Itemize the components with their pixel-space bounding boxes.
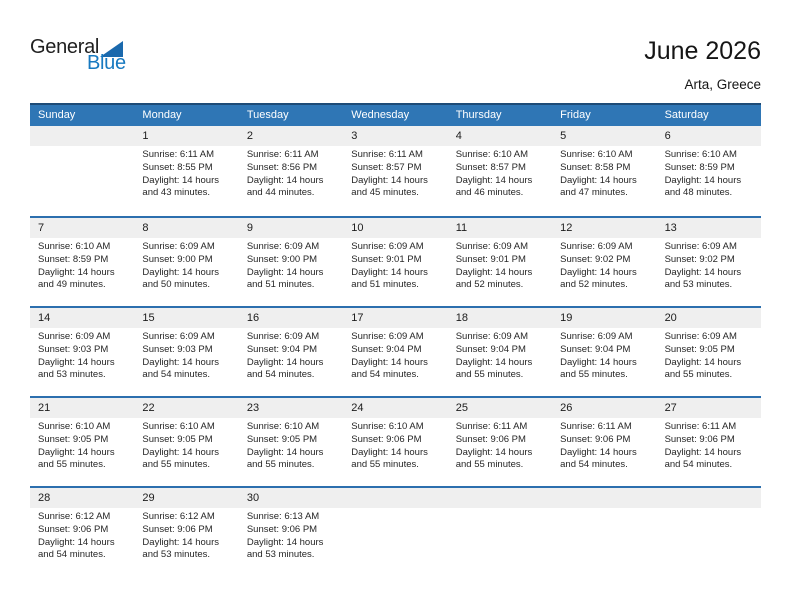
sun-info-line: and 50 minutes.	[142, 279, 211, 291]
day-number: 11	[455, 222, 468, 234]
day-number-band	[30, 218, 761, 238]
day-cell	[239, 328, 343, 382]
day-number-band	[30, 488, 761, 508]
sun-info-line: Daylight: 14 hours	[246, 446, 324, 458]
sun-info-line: and 55 minutes.	[142, 459, 211, 471]
day-cell	[448, 418, 552, 472]
sun-info-line: Sunrise: 6:09 AM	[142, 241, 215, 252]
sun-info-line: Sunrise: 6:09 AM	[142, 331, 215, 342]
sun-info-line: Sunrise: 6:10 AM	[351, 421, 424, 432]
sun-info-line: Daylight: 14 hours	[664, 266, 742, 278]
empty-day-cell	[657, 508, 761, 562]
day-details-band	[30, 238, 761, 292]
day-number: 13	[664, 222, 677, 234]
sun-info-line: Daylight: 14 hours	[38, 446, 115, 458]
day-cell	[30, 418, 134, 472]
day-number: 19	[560, 312, 573, 324]
sun-info-line: Sunset: 9:01 PM	[351, 253, 422, 265]
day-number: 26	[560, 402, 573, 414]
sun-info-line: and 54 minutes.	[560, 459, 628, 471]
sun-info-line: and 55 minutes.	[455, 459, 524, 471]
day-cell	[343, 328, 447, 382]
day-cell	[343, 418, 447, 472]
day-cell	[239, 146, 343, 200]
sun-info-line: Daylight: 14 hours	[246, 266, 324, 278]
sun-info-line: Daylight: 14 hours	[246, 536, 324, 548]
empty-day-number	[448, 488, 552, 508]
sun-info-line: Sunset: 9:02 PM	[664, 253, 735, 265]
sun-info-line: Daylight: 14 hours	[560, 174, 637, 186]
calendar-weeks	[30, 126, 761, 576]
sun-info-line: Daylight: 14 hours	[560, 446, 637, 458]
sun-info-line: Sunrise: 6:09 AM	[246, 241, 320, 252]
day-cell	[239, 418, 343, 472]
sun-info-line: Sunrise: 6:11 AM	[560, 421, 632, 432]
day-cell	[657, 238, 761, 292]
sun-info-line: Sunset: 8:58 PM	[560, 161, 631, 173]
sun-info-line: Daylight: 14 hours	[246, 356, 324, 368]
sun-info-line: Daylight: 14 hours	[351, 446, 428, 458]
sun-info-line: Daylight: 14 hours	[142, 536, 219, 548]
sun-info-line: and 55 minutes.	[664, 369, 733, 381]
sun-info-line: Sunrise: 6:10 AM	[560, 149, 633, 160]
sun-info-line: Daylight: 14 hours	[142, 174, 219, 186]
sun-info-line: Sunset: 8:57 PM	[455, 161, 526, 173]
day-cell	[448, 146, 552, 200]
sun-info-line: and 47 minutes.	[560, 187, 628, 199]
sun-info-line: and 54 minutes.	[664, 459, 733, 471]
sun-info-line: Sunrise: 6:13 AM	[246, 511, 320, 522]
day-number: 9	[246, 222, 253, 234]
sun-info-line: Daylight: 14 hours	[455, 446, 533, 458]
weekday-header-thursday: Thursday	[455, 109, 502, 121]
day-number: 24	[351, 402, 364, 414]
sun-info-line: Sunrise: 6:11 AM	[351, 149, 423, 160]
sun-info-line: Daylight: 14 hours	[664, 174, 742, 186]
sun-info-line: and 54 minutes.	[351, 369, 419, 381]
day-number: 2	[246, 130, 253, 142]
day-cell	[448, 328, 552, 382]
day-cell	[239, 508, 343, 562]
day-details-band	[30, 146, 761, 200]
sun-info-line: Sunset: 9:05 PM	[142, 433, 213, 445]
day-number: 23	[246, 402, 260, 414]
sun-info-line: Sunrise: 6:09 AM	[38, 331, 111, 342]
day-number: 27	[664, 402, 677, 414]
week-row-4	[30, 396, 761, 486]
sun-info-line: Daylight: 14 hours	[455, 174, 533, 186]
day-number: 16	[246, 312, 260, 324]
sun-info-line: Sunset: 9:06 PM	[455, 433, 526, 445]
sun-info-line: and 48 minutes.	[664, 187, 733, 199]
day-details-band	[30, 418, 761, 472]
day-cell	[552, 418, 656, 472]
sun-info-line: Sunset: 9:04 PM	[351, 343, 422, 355]
day-number: 29	[142, 492, 155, 504]
empty-day-cell	[448, 508, 552, 562]
title-block	[644, 36, 761, 92]
sun-info-line: Sunrise: 6:09 AM	[455, 241, 529, 252]
sun-info-line: Sunrise: 6:11 AM	[246, 149, 319, 160]
day-cell	[657, 146, 761, 200]
sun-info-line: Sunset: 9:05 PM	[38, 433, 109, 445]
day-number: 8	[142, 222, 149, 234]
sun-info-line: Daylight: 14 hours	[560, 356, 637, 368]
day-number: 28	[38, 492, 51, 504]
day-cell	[552, 328, 656, 382]
day-cell	[134, 328, 238, 382]
sun-info-line: Sunset: 9:00 PM	[142, 253, 213, 265]
sun-info-line: Sunset: 9:06 PM	[351, 433, 422, 445]
sun-info-line: and 54 minutes.	[38, 549, 106, 561]
sun-info-line: Daylight: 14 hours	[560, 266, 637, 278]
sun-info-line: Sunrise: 6:09 AM	[664, 331, 737, 342]
week-row-1	[30, 126, 761, 216]
sun-info-line: Sunrise: 6:09 AM	[560, 331, 633, 342]
sun-info-line: Sunset: 9:06 PM	[560, 433, 631, 445]
sun-info-line: Daylight: 14 hours	[455, 356, 533, 368]
day-cell	[30, 238, 134, 292]
general-blue-logo	[30, 36, 126, 75]
sun-info-line: Sunrise: 6:09 AM	[560, 241, 633, 252]
sun-info-line: Daylight: 14 hours	[351, 174, 428, 186]
day-cell	[657, 328, 761, 382]
day-number: 12	[560, 222, 573, 234]
sun-info-line: Sunset: 8:55 PM	[142, 161, 213, 173]
sun-info-line: Sunset: 8:59 PM	[664, 161, 735, 173]
empty-day-cell	[552, 508, 656, 562]
day-cell	[448, 238, 552, 292]
day-cell	[134, 146, 238, 200]
sun-info-line: Sunrise: 6:11 AM	[455, 421, 528, 432]
day-number: 22	[142, 402, 155, 414]
sun-info-line: and 43 minutes.	[142, 187, 211, 199]
weekday-header-saturday: Saturday	[664, 109, 709, 121]
logo-text-general: General	[30, 36, 100, 58]
sun-info-line: Daylight: 14 hours	[38, 356, 115, 368]
sun-info-line: Sunrise: 6:09 AM	[246, 331, 320, 342]
day-number: 6	[664, 130, 671, 142]
sun-info-line: Sunrise: 6:09 AM	[351, 241, 424, 252]
week-row-3	[30, 306, 761, 396]
sun-info-line: Daylight: 14 hours	[142, 266, 219, 278]
empty-day-cell	[30, 146, 134, 200]
sun-info-line: Daylight: 14 hours	[38, 266, 115, 278]
weekday-header-row	[30, 103, 761, 126]
sun-info-line: and 52 minutes.	[560, 279, 628, 291]
sun-info-line: Sunset: 9:04 PM	[246, 343, 318, 355]
day-number: 4	[455, 130, 462, 142]
sun-info-line: and 55 minutes.	[560, 369, 628, 381]
sun-info-line: Sunset: 8:57 PM	[351, 161, 422, 173]
sun-info-line: Daylight: 14 hours	[351, 266, 428, 278]
sun-info-line: and 53 minutes.	[38, 369, 106, 381]
sun-info-line: and 54 minutes.	[246, 369, 315, 381]
day-number: 25	[455, 402, 468, 414]
sun-info-line: and 51 minutes.	[351, 279, 419, 291]
day-number: 1	[142, 130, 149, 142]
day-cell	[30, 328, 134, 382]
weekday-header-friday: Friday	[560, 109, 591, 121]
day-cell	[657, 418, 761, 472]
day-number: 17	[351, 312, 364, 324]
sun-info-line: Sunrise: 6:12 AM	[38, 511, 111, 522]
sun-info-line: Sunset: 9:06 PM	[246, 523, 318, 535]
sun-info-line: Sunrise: 6:09 AM	[455, 331, 529, 342]
sun-info-line: Sunset: 9:01 PM	[455, 253, 526, 265]
day-number: 21	[38, 402, 51, 414]
sun-info-line: Sunset: 8:59 PM	[38, 253, 109, 265]
sun-info-line: Sunrise: 6:10 AM	[664, 149, 737, 160]
sun-info-line: Sunrise: 6:10 AM	[38, 421, 111, 432]
sun-info-line: and 45 minutes.	[351, 187, 419, 199]
sun-info-line: Daylight: 14 hours	[142, 356, 219, 368]
day-number: 5	[560, 130, 567, 142]
sun-info-line: Sunset: 9:00 PM	[246, 253, 318, 265]
day-number: 10	[351, 222, 364, 234]
empty-day-number	[552, 488, 656, 508]
sun-info-line: Daylight: 14 hours	[664, 356, 742, 368]
day-number-band	[30, 398, 761, 418]
day-number: 20	[664, 312, 677, 324]
sun-info-line: and 49 minutes.	[38, 279, 106, 291]
sun-info-line: and 53 minutes.	[142, 549, 211, 561]
sun-info-line: Daylight: 14 hours	[351, 356, 428, 368]
sun-info-line: and 52 minutes.	[455, 279, 524, 291]
weekday-header-tuesday: Tuesday	[246, 109, 289, 121]
empty-day-number	[30, 126, 134, 146]
sun-info-line: Sunrise: 6:11 AM	[664, 421, 737, 432]
sun-info-line: Sunrise: 6:11 AM	[142, 149, 215, 160]
weekday-header-monday: Monday	[142, 109, 182, 121]
day-number: 30	[246, 492, 260, 504]
sun-info-line: Sunrise: 6:10 AM	[142, 421, 215, 432]
sun-info-line: Sunset: 9:06 PM	[142, 523, 213, 535]
weekday-header-sunday: Sunday	[38, 109, 76, 121]
sun-info-line: and 46 minutes.	[455, 187, 524, 199]
sun-info-line: and 53 minutes.	[664, 279, 733, 291]
sun-info-line: and 53 minutes.	[246, 549, 315, 561]
sun-info-line: Sunset: 9:03 PM	[38, 343, 109, 355]
day-cell	[343, 238, 447, 292]
sun-info-line: Sunrise: 6:12 AM	[142, 511, 215, 522]
day-number: 3	[351, 130, 358, 142]
sun-info-line: and 55 minutes.	[246, 459, 315, 471]
empty-day-number	[657, 488, 761, 508]
sun-info-line: Daylight: 14 hours	[664, 446, 742, 458]
day-cell	[30, 508, 134, 562]
calendar-table	[30, 103, 761, 576]
location-subtitle: Arta, Greece	[684, 77, 761, 92]
empty-day-cell	[343, 508, 447, 562]
sun-info-line: Sunrise: 6:09 AM	[351, 331, 424, 342]
month-title: June 2026	[644, 37, 761, 65]
day-cell	[343, 146, 447, 200]
week-row-5	[30, 486, 761, 576]
sun-info-line: and 51 minutes.	[246, 279, 315, 291]
day-details-band	[30, 508, 761, 562]
sun-info-line: and 44 minutes.	[246, 187, 315, 199]
sun-info-line: and 54 minutes.	[142, 369, 211, 381]
day-number-band	[30, 308, 761, 328]
day-details-band	[30, 328, 761, 382]
sun-info-line: and 55 minutes.	[38, 459, 106, 471]
sun-info-line: Sunset: 8:56 PM	[246, 161, 318, 173]
sun-info-line: Daylight: 14 hours	[142, 446, 219, 458]
sun-info-line: Sunset: 9:04 PM	[455, 343, 526, 355]
day-number: 14	[38, 312, 51, 324]
empty-day-number	[343, 488, 447, 508]
sun-info-line: Sunset: 9:04 PM	[560, 343, 631, 355]
sun-info-line: Sunrise: 6:09 AM	[664, 241, 737, 252]
sun-info-line: Sunset: 9:06 PM	[664, 433, 735, 445]
sun-info-line: Sunrise: 6:10 AM	[455, 149, 529, 160]
day-cell	[239, 238, 343, 292]
sun-info-line: Daylight: 14 hours	[38, 536, 115, 548]
day-cell	[134, 238, 238, 292]
sun-info-line: Sunset: 9:03 PM	[142, 343, 213, 355]
sun-info-line: Daylight: 14 hours	[246, 174, 324, 186]
day-cell	[552, 146, 656, 200]
day-cell	[552, 238, 656, 292]
sun-info-line: and 55 minutes.	[351, 459, 419, 471]
day-number: 7	[38, 222, 45, 234]
logo-text-blue: Blue	[87, 52, 126, 74]
day-cell	[134, 508, 238, 562]
day-number-band	[30, 126, 761, 146]
sun-info-line: Daylight: 14 hours	[455, 266, 533, 278]
day-cell	[134, 418, 238, 472]
sun-info-line: Sunset: 9:02 PM	[560, 253, 631, 265]
sun-info-line: and 55 minutes.	[455, 369, 524, 381]
day-number: 15	[142, 312, 155, 324]
weekday-header-wednesday: Wednesday	[351, 109, 410, 121]
sun-info-line: Sunset: 9:05 PM	[664, 343, 735, 355]
day-number: 18	[455, 312, 468, 324]
sun-info-line: Sunrise: 6:10 AM	[246, 421, 320, 432]
week-row-2	[30, 216, 761, 306]
sun-info-line: Sunset: 9:05 PM	[246, 433, 318, 445]
sun-info-line: Sunset: 9:06 PM	[38, 523, 109, 535]
sun-info-line: Sunrise: 6:10 AM	[38, 241, 111, 252]
